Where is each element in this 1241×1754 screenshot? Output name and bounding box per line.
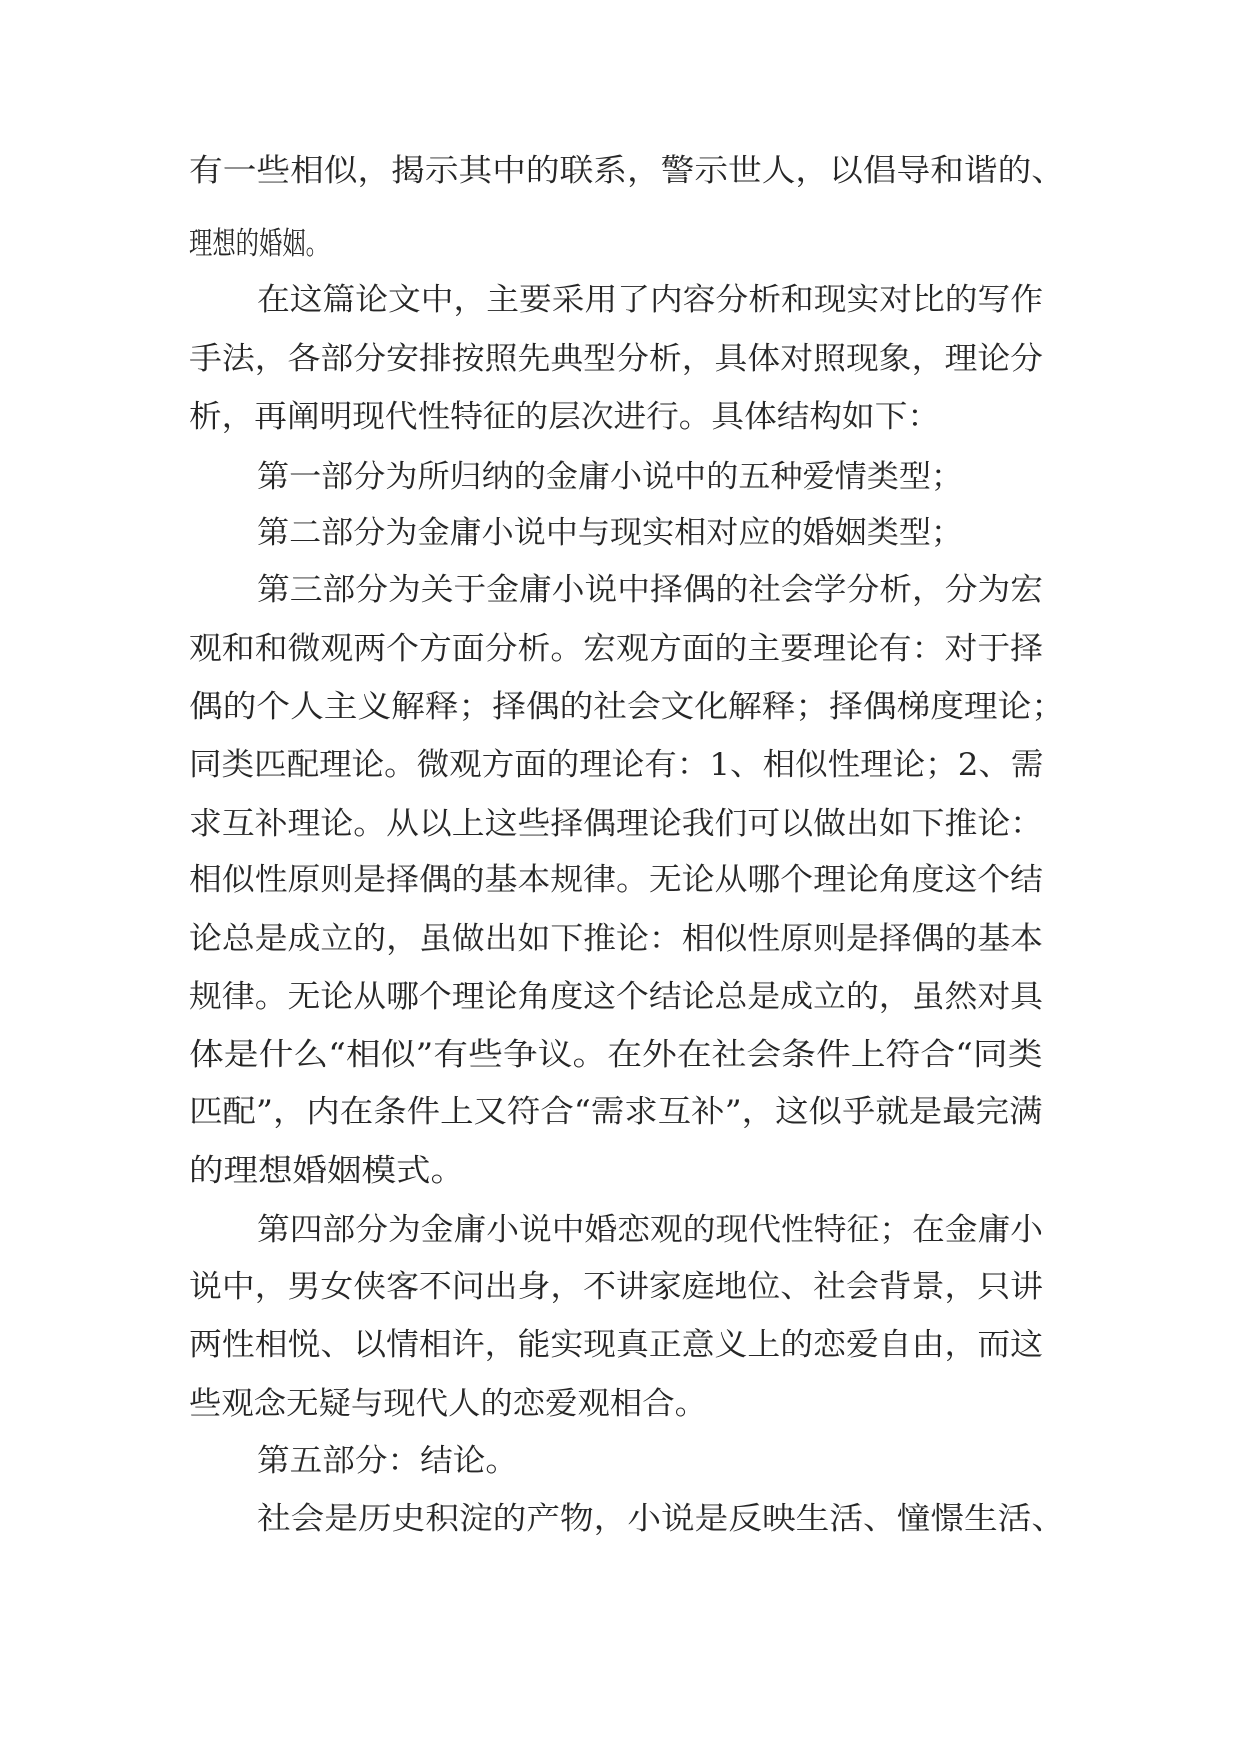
- text-line: 偶的个人主义解释；择偶的社会文化解释；择偶梯度理论；: [189, 689, 1065, 725]
- text-line: 规律。无论从哪个理论角度这个结论总是成立的，虽然对具: [189, 979, 1044, 1015]
- text-line: 手法，各部分安排按照先典型分析，具体对照现象，理论分: [189, 341, 1044, 377]
- text-line: 些观念无疑与现代人的恋爱观相合。: [189, 1386, 708, 1422]
- text-line: 求互补理论。从以上这些择偶理论我们可以做出如下推论：: [189, 806, 1044, 842]
- text-line: 说中，男女侠客不问出身，不讲家庭地位、社会背景，只讲: [189, 1269, 1044, 1305]
- text-line: 两性相悦、以情相许，能实现真正意义上的恋爱自由，而这: [189, 1327, 1044, 1363]
- text-line: 的理想婚姻模式。: [189, 1153, 465, 1189]
- paragraph-first-line: 社会是历史积淀的产物，小说是反映生活、憧憬生活、: [257, 1501, 1065, 1537]
- text-line: 同类匹配理论。微观方面的理论有：1、相似性理论；2、需: [189, 747, 1044, 783]
- paragraph-first-line: 第四部分为金庸小说中婚恋观的现代性特征；在金庸小: [257, 1212, 1044, 1248]
- text-line: 理想的婚姻。: [189, 226, 330, 262]
- text-line: 析，再阐明现代性特征的层次进行。具体结构如下：: [189, 399, 941, 435]
- text-line: 论总是成立的，虽做出如下推论：相似性原则是择偶的基本: [189, 921, 1044, 957]
- paragraph-first-line: 第一部分为所归纳的金庸小说中的五种爱情类型；: [257, 459, 964, 495]
- paragraph-first-line: 第二部分为金庸小说中与现实相对应的婚姻类型；: [257, 515, 964, 551]
- paragraph-first-line: 在这篇论文中，主要采用了内容分析和现实对比的写作: [257, 282, 1044, 318]
- paragraph-first-line: 第三部分为关于金庸小说中择偶的社会学分析，分为宏: [257, 572, 1044, 608]
- text-line: 相似性原则是择偶的基本规律。无论从哪个理论角度这个结: [189, 862, 1044, 898]
- text-line: 匹配”，内在条件上又符合“需求互补”，这似乎就是最完满: [189, 1094, 1043, 1130]
- paragraph-first-line: 第五部分：结论。: [257, 1443, 518, 1479]
- text-line: 观和和微观两个方面分析。宏观方面的主要理论有：对于择: [189, 631, 1044, 667]
- text-line: 有一些相似，揭示其中的联系，警示世人，以倡导和谐的、: [189, 153, 1065, 189]
- text-line: 体是什么“相似”有些争议。在外在社会条件上符合“同类: [189, 1037, 1043, 1073]
